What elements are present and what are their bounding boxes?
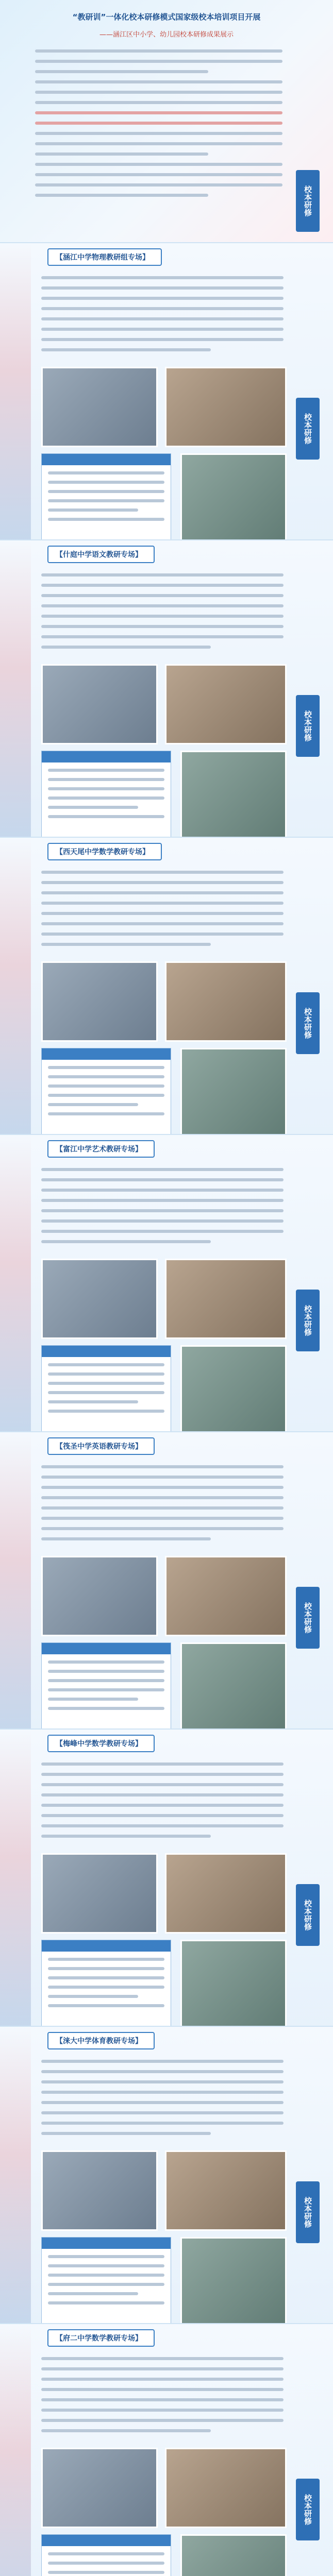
activity-list <box>41 2237 171 2336</box>
section-7 <box>0 2026 333 2346</box>
section-text <box>41 573 284 656</box>
photo <box>41 367 158 447</box>
side-tab: 校本研修 <box>296 1884 320 1946</box>
section-2 <box>0 539 333 860</box>
section-3 <box>0 837 333 1157</box>
activity-list <box>41 751 171 850</box>
photo <box>41 664 158 744</box>
photo <box>41 1259 158 1339</box>
section-6 <box>0 1728 333 2049</box>
photo <box>165 664 287 744</box>
photo <box>41 961 158 1042</box>
activity-list <box>41 1642 171 1741</box>
section-banner <box>47 546 155 563</box>
document-subtitle: ——涵江区中小学、幼儿园校本研修成果展示 <box>99 31 234 39</box>
side-tab: 校本研修 <box>296 2181 320 2243</box>
section-1 <box>0 242 333 563</box>
activity-list <box>41 1048 171 1147</box>
section-text <box>41 2357 284 2439</box>
section-8 <box>0 2323 333 2576</box>
photo <box>41 2150 158 2231</box>
section-text <box>41 1465 284 1548</box>
section-banner <box>47 1437 155 1455</box>
section-banner-text: 【筏圣中学英语教研专场】 <box>56 1443 142 1451</box>
side-tab: 校本研修 <box>296 2479 320 2540</box>
section-banner-text: 【什庭中学语文教研专场】 <box>56 551 142 559</box>
activity-list <box>41 1940 171 2039</box>
side-tab: 校本研修 <box>296 992 320 1054</box>
side-tab: 校本研修 <box>296 1290 320 1351</box>
side-tab: 校本研修 <box>296 695 320 757</box>
document-title: “教研训”一体化校本研修模式国家级校本培训项目开展 <box>72 12 261 22</box>
photo <box>41 1853 158 1934</box>
section-text <box>41 1762 284 1845</box>
section-5 <box>0 1431 333 1752</box>
photo <box>165 367 287 447</box>
section-banner-text: 【西天尾中学数学教研专场】 <box>56 848 149 856</box>
section-text <box>41 1168 284 1250</box>
activity-list <box>41 1345 171 1444</box>
section-banner <box>47 2329 155 2347</box>
activity-list <box>41 453 171 552</box>
intro-text <box>35 49 282 219</box>
photo <box>180 2534 287 2576</box>
section-4 <box>0 1134 333 1454</box>
photo <box>165 2150 287 2231</box>
side-tab: 校本研修 <box>296 398 320 460</box>
section-banner <box>47 248 162 266</box>
section-banner <box>47 2032 155 2049</box>
photo <box>165 1853 287 1934</box>
section-banner <box>47 1735 155 1752</box>
photo <box>165 1259 287 1339</box>
section-banner <box>47 843 162 860</box>
section-banner-text: 【府二中学数学教研专场】 <box>56 2334 142 2343</box>
section-banner-text: 【涵江中学物理教研组专场】 <box>56 253 149 262</box>
side-tab: 校本研修 <box>296 1587 320 1649</box>
activity-list <box>41 2534 171 2576</box>
photo <box>41 2448 158 2528</box>
photo <box>165 2448 287 2528</box>
section-banner <box>47 1140 155 1158</box>
section-text <box>41 276 284 359</box>
section-banner-text: 【涞大中学体育教研专场】 <box>56 2037 142 2045</box>
section-banner-text: 【富江中学艺术教研专场】 <box>56 1145 142 1154</box>
photo <box>165 1556 287 1636</box>
section-text <box>41 871 284 953</box>
side-tab: 校本研修 <box>296 170 320 232</box>
section-banner-text: 【梅峰中学数学教研专场】 <box>56 1740 142 1748</box>
photo <box>41 1556 158 1636</box>
section-text <box>41 2060 284 2142</box>
header <box>0 0 333 242</box>
photo <box>165 961 287 1042</box>
